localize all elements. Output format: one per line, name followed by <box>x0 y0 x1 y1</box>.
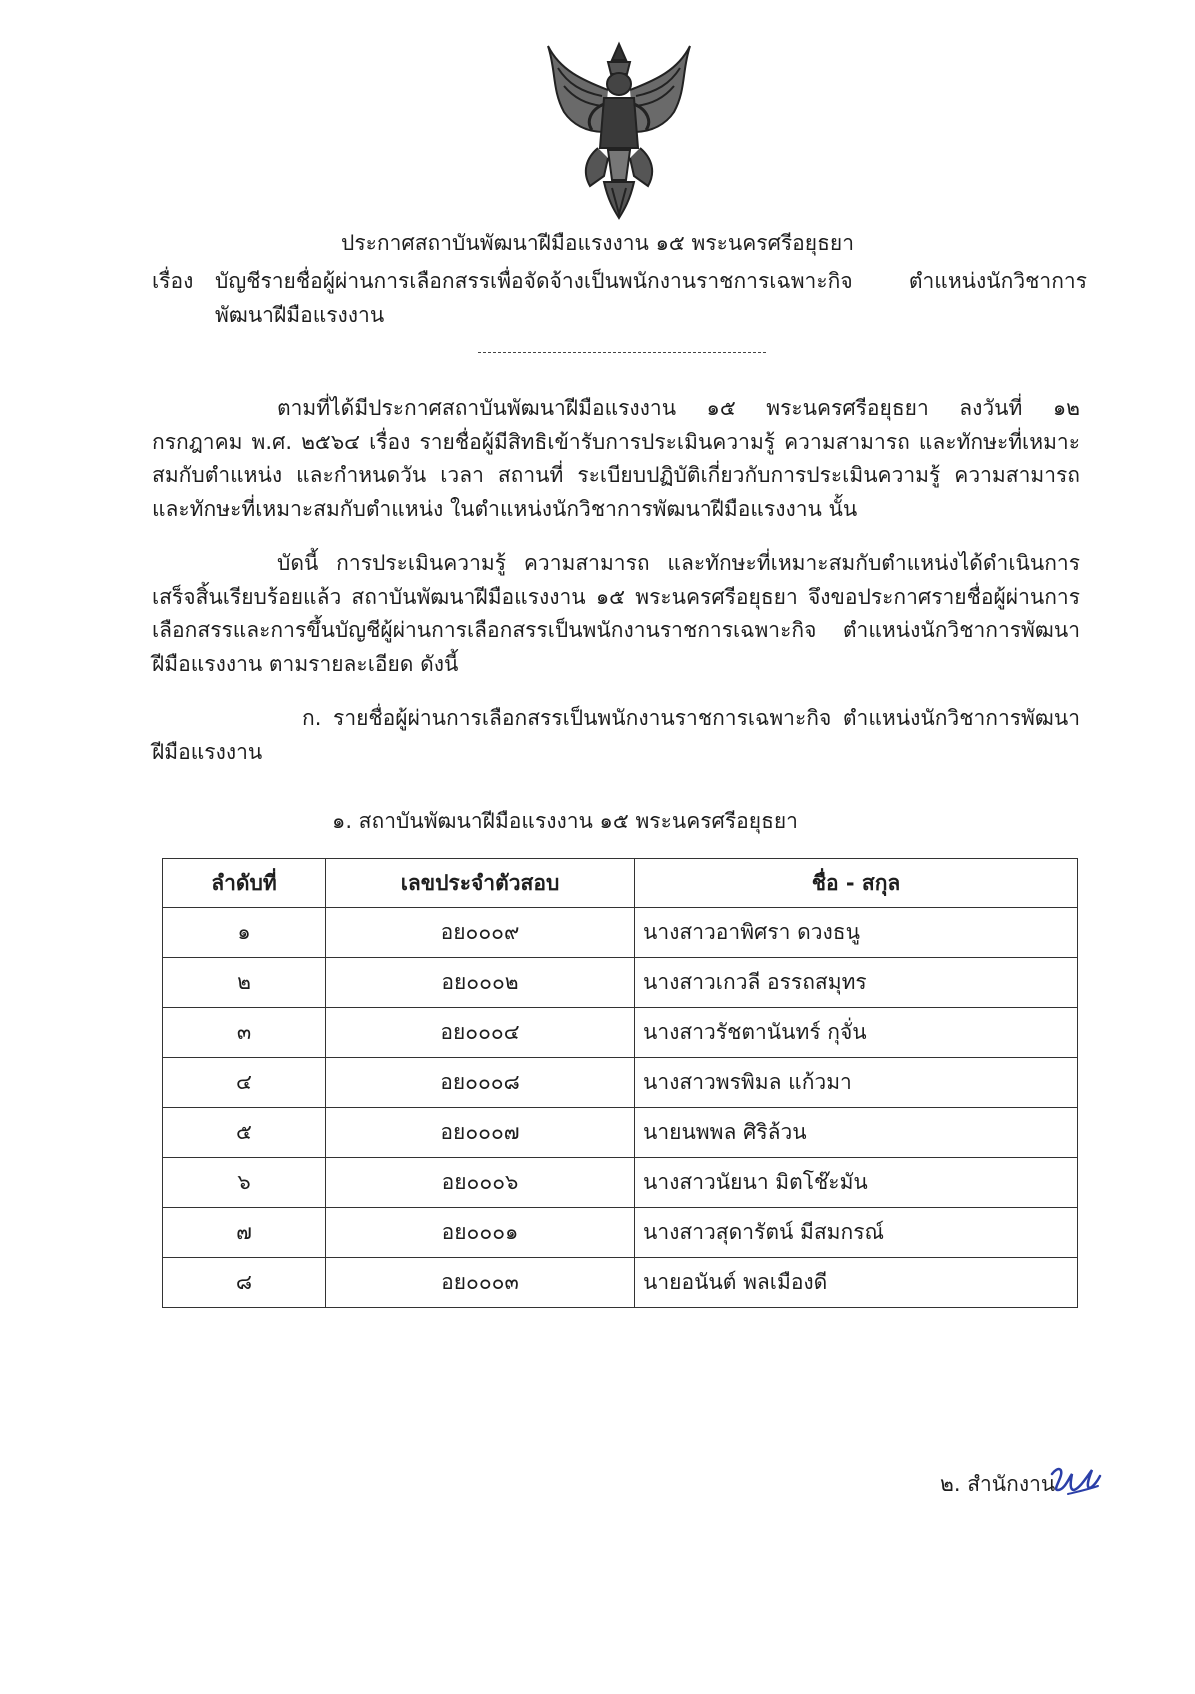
table-row <box>163 1258 1078 1308</box>
row-name: นายนพพล ศิริล้วน <box>635 1108 1078 1158</box>
row-order: ๔ <box>163 1058 326 1108</box>
row-name: นางสาวเกวลี อรรถสมุทร <box>635 958 1078 1008</box>
handwritten-initials-icon <box>1048 1460 1104 1498</box>
next-page-marker: ๒. สำนักงาน <box>940 1472 1056 1496</box>
document-title: ประกาศสถาบันพัฒนาฝีมือแรงงาน ๑๕ พระนครศรีอยุธยา <box>340 231 855 255</box>
row-exam-id: อย๐๐๐๒ <box>326 958 635 1008</box>
table-row <box>163 1008 1078 1058</box>
table-row <box>163 958 1078 1008</box>
section-title: ๑. สถาบันพัฒนาฝีมือแรงงาน ๑๕ พระนครศรีอยุธยา <box>332 809 798 833</box>
row-order: ๒ <box>163 958 326 1008</box>
row-exam-id: อย๐๐๐๖ <box>326 1158 635 1208</box>
table-row <box>163 1158 1078 1208</box>
table-row <box>163 908 1078 958</box>
results-table <box>162 858 1078 1308</box>
row-name: นางสาวรัชตานันทร์ กุจั่น <box>635 1008 1078 1058</box>
row-order: ๑ <box>163 908 326 958</box>
table-row <box>163 1108 1078 1158</box>
row-order: ๓ <box>163 1008 326 1058</box>
row-exam-id: อย๐๐๐๔ <box>326 1008 635 1058</box>
paragraph-assessment-completed: บัดนี้ การประเมินความรู้ ความสามารถ และทักษะที่เหมาะสมกับตำแหน่งได้ดำเนินการเสร็จสิ้นเรียบร้อยแล้ว สถาบันพัฒนาฝีมือแรงงาน ๑๕ พระนครศรีอยุธยา จึงขอประกาศรายชื่อผู้ผ่านการเลือกสรรและการขึ้นบัญชีผู้ผ่านการเลือกสรรเป็นพนักงานราชการเฉพาะกิจ ตำแหน่งนักวิชาการพัฒนาฝีมือแรงงาน ตามรายละเอียด ดังนี้ <box>152 551 1080 676</box>
row-name: นายอนันต์ พลเมืองดี <box>635 1258 1078 1308</box>
table-header-row <box>163 859 1078 908</box>
header-exam-id: เลขประจำตัวสอบ <box>326 859 635 908</box>
row-order: ๗ <box>163 1208 326 1258</box>
row-exam-id: อย๐๐๐๗ <box>326 1108 635 1158</box>
header-order: ลำดับที่ <box>163 859 326 908</box>
table-row <box>163 1208 1078 1258</box>
row-exam-id: อย๐๐๐๘ <box>326 1058 635 1108</box>
row-name: นางสาวนัยนา มิตโช๊ะมัน <box>635 1158 1078 1208</box>
row-order: ๘ <box>163 1258 326 1308</box>
table-row <box>163 1058 1078 1108</box>
divider <box>478 352 766 353</box>
row-name: นางสาวพรพิมล แก้วมา <box>635 1058 1078 1108</box>
paragraph-announcement-reference: ตามที่ได้มีประกาศสถาบันพัฒนาฝีมือแรงงาน ๑๕ พระนครศรีอยุธยา ลงวันที่ ๑๒ กรกฎาคม พ.ศ. ๒๕๖๔ เรื่อง รายชื่อผู้มีสิทธิเข้ารับการประเมินความรู้ ความสามารถ และทักษะที่เหมาะสมกับตำแหน่ง และกำหนดวัน เวลา สถานที่ ระเบียบปฏิบัติเกี่ยวกับการประเมินความรู้ ความสามารถ และทักษะที่เหมาะสมกับตำแหน่ง ในตำแหน่งนักวิชาการพัฒนาฝีมือแรงงาน นั้น <box>152 396 1080 521</box>
row-order: ๕ <box>163 1108 326 1158</box>
row-name: นางสาวสุดารัตน์ มีสมกรณ์ <box>635 1208 1078 1258</box>
header-full-name: ชื่อ - สกุล <box>635 859 1078 908</box>
garuda-emblem-icon <box>542 40 696 220</box>
row-exam-id: อย๐๐๐๑ <box>326 1208 635 1258</box>
row-exam-id: อย๐๐๐๙ <box>326 908 635 958</box>
row-order: ๖ <box>163 1158 326 1208</box>
subject-text: บัญชีรายชื่อผู้ผ่านการเลือกสรรเพื่อจัดจ้างเป็นพนักงานราชการเฉพาะกิจ ตำแหน่งนักวิชาการพัฒนาฝีมือแรงงาน <box>215 269 1087 327</box>
row-exam-id: อย๐๐๐๓ <box>326 1258 635 1308</box>
paragraph-section-a: ก. รายชื่อผู้ผ่านการเลือกสรรเป็นพนักงานราชการเฉพาะกิจ ตำแหน่งนักวิชาการพัฒนาฝีมือแรงงาน <box>152 706 1080 764</box>
row-name: นางสาวอาพิศรา ดวงธนู <box>635 908 1078 958</box>
subject-label: เรื่อง <box>152 269 194 293</box>
